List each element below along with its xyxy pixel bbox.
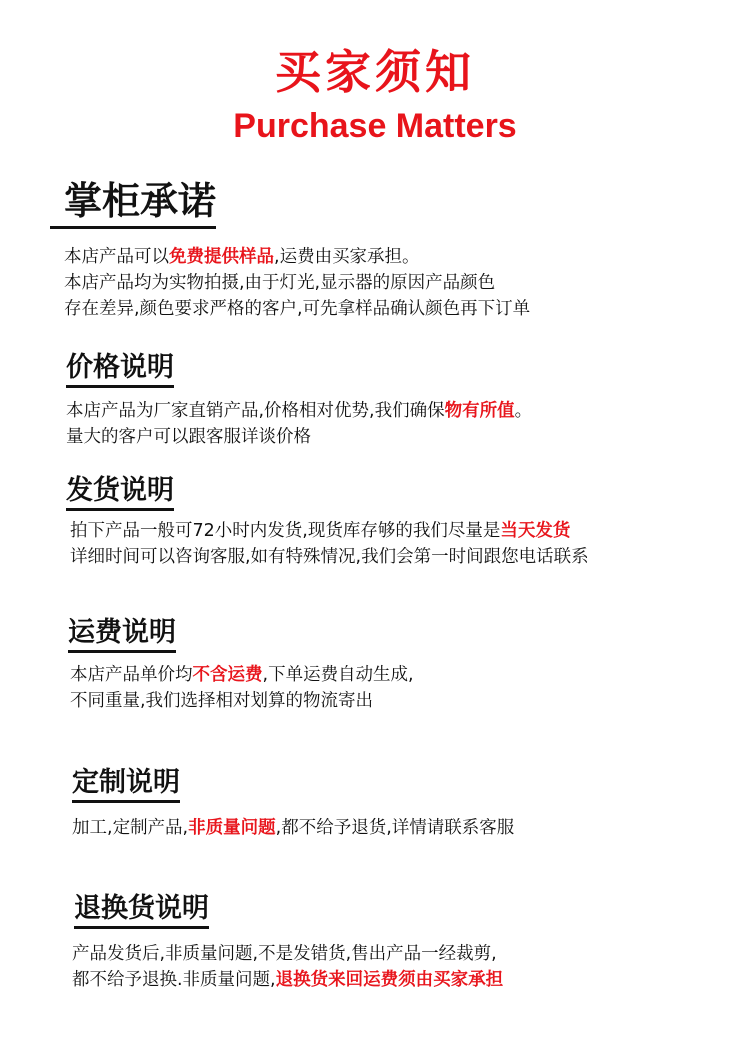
highlight-text: 退换货来回运费须由买家承担: [275, 970, 504, 990]
text-line: 拍下产品一般可72小时内发货,现货库存够的我们尽量是当天发货: [70, 521, 571, 541]
highlight-text: 免费提供样品: [169, 247, 274, 267]
text-line: 不同重量,我们选择相对划算的物流寄出: [70, 691, 374, 711]
text-line: 产品发货后,非质量问题,不是发错货,售出产品一经裁剪,: [72, 944, 497, 964]
highlight-text: 当天发货: [500, 521, 571, 541]
text-line: 都不给予退换.非质量问题,退换货来回运费须由买家承担: [72, 970, 504, 990]
text-line: 存在差异,颜色要求严格的客户,可先拿样品确认颜色再下订单: [64, 299, 531, 319]
page-subtitle: Purchase Matters: [233, 107, 517, 145]
section-heading-freight: 运费说明: [68, 617, 176, 653]
text-line: 加工,定制产品,非质量问题,都不给予退货,详情请联系客服: [72, 818, 515, 838]
highlight-text: 非质量问题: [188, 818, 276, 838]
section-heading-returns: 退换货说明: [74, 893, 209, 929]
text-line: 本店产品可以免费提供样品,运费由买家承担。: [64, 247, 420, 267]
section-heading-promise: 掌柜承诺: [50, 180, 216, 229]
section-body-custom: [72, 815, 514, 841]
highlight-text: 物有所值: [444, 401, 515, 421]
text-line: 量大的客户可以跟客服详谈价格: [66, 427, 311, 447]
section-body-price: [66, 398, 532, 450]
section-body-freight: [70, 662, 414, 714]
highlight-text: 不含运费: [192, 665, 263, 685]
section-heading-custom: 定制说明: [72, 767, 180, 803]
text-line: 本店产品单价均不含运费,下单运费自动生成,: [70, 665, 414, 685]
section-heading-shipping: 发货说明: [66, 475, 174, 511]
page-title: 买家须知: [275, 45, 475, 99]
text-line: 本店产品为厂家直销产品,价格相对优势,我们确保物有所值。: [66, 401, 533, 421]
section-body-returns: [72, 941, 503, 993]
section-heading-price: 价格说明: [66, 352, 174, 388]
section-body-promise: [64, 244, 530, 322]
text-line: 详细时间可以咨询客服,如有特殊情况,我们会第一时间跟您电话联系: [70, 547, 589, 567]
text-line: 本店产品均为实物拍摄,由于灯光,显示器的原因产品颜色: [64, 273, 496, 293]
section-body-shipping: [70, 518, 589, 570]
